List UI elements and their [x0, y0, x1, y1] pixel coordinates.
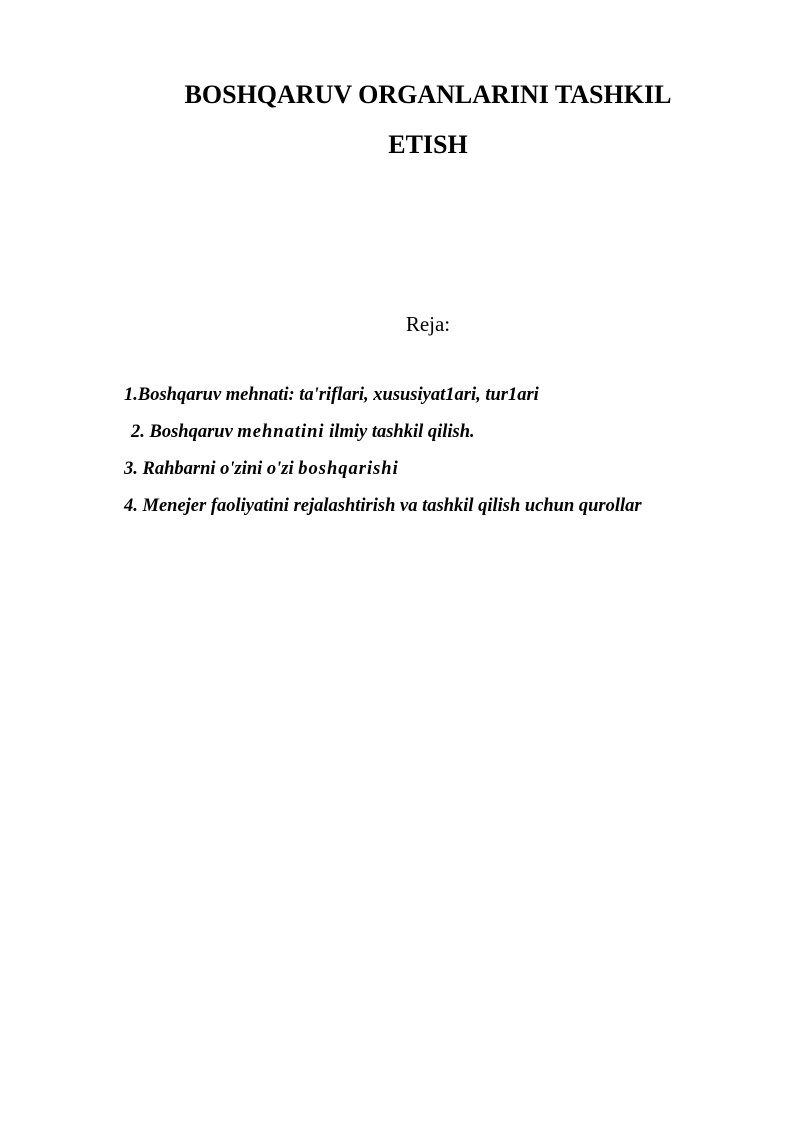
- document-title-line-2: ETISH: [388, 130, 468, 159]
- plan-heading: Reja:: [405, 312, 451, 336]
- plan-item-3-spaced-word: boshqarishi: [298, 459, 399, 479]
- plan-item-3-part-1: 3. Rahbarni o'zini o'zi: [124, 459, 299, 479]
- plan-item-2-spaced-word: mehnatini: [237, 422, 325, 442]
- plan-item-2-part-1: 2. Boshqaruv: [131, 422, 238, 442]
- plan-item-4: 4. Menejer faoliyatini rejalashtirish va tashkil qilish uchun qurollar: [124, 496, 642, 516]
- plan-item-1: 1.Boshqaruv mehnati: ta'riflari, xususiyat1ari, tur1ari: [124, 385, 539, 405]
- plan-item-3: [124, 457, 399, 481]
- document-title-line-1: BOSHQARUV ORGANLARINI TASHKIL: [184, 80, 672, 109]
- plan-item-2-part-2: ilmiy tashkil qilish.: [324, 422, 475, 442]
- plan-item-2: [131, 420, 475, 444]
